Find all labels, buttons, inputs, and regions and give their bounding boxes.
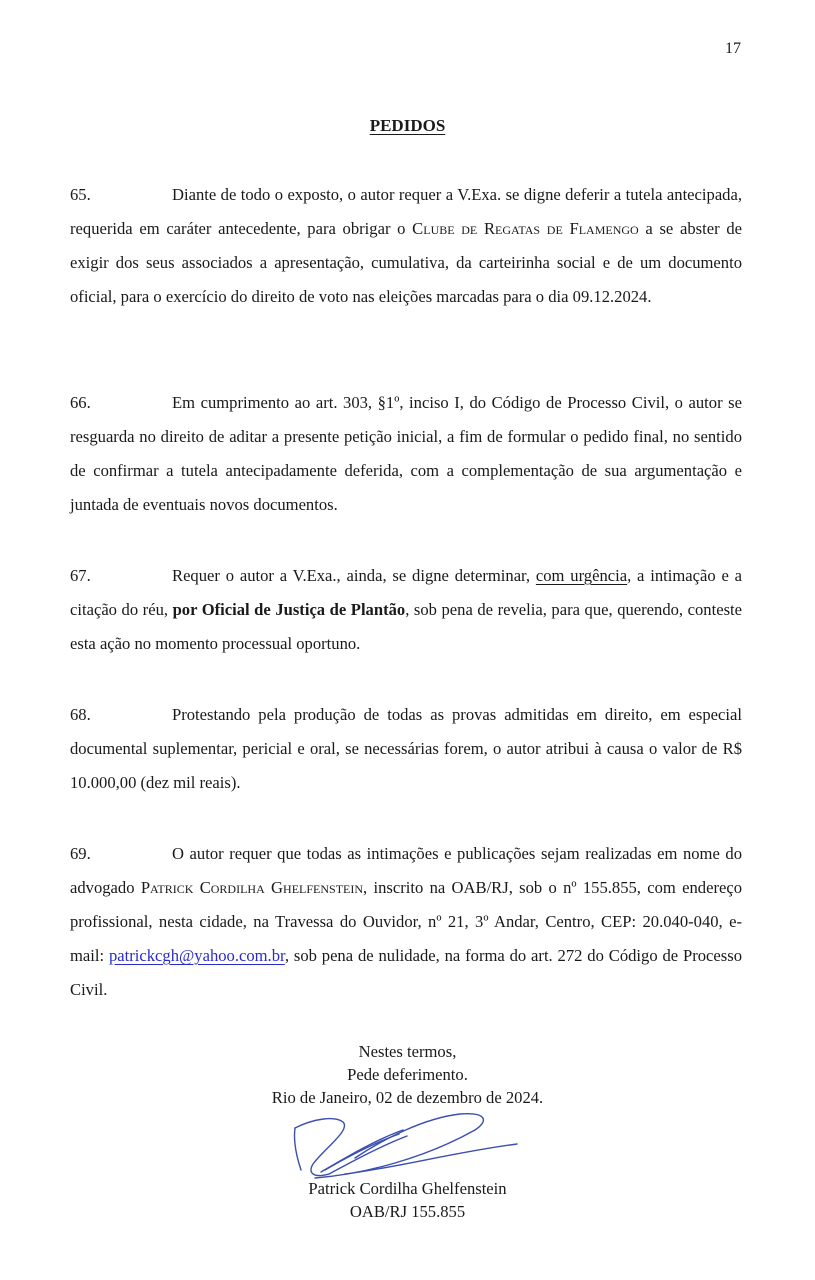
paragraph-number: 69. [70, 844, 91, 863]
paragraph-text: O autor requer que todas as intimações e publicações sejam realizadas em nome do advogado [70, 844, 742, 897]
paragraph-65 [70, 178, 742, 314]
paragraph-67 [70, 559, 742, 661]
closing-line: Pede deferimento. [347, 1065, 468, 1084]
signature-image [285, 1108, 525, 1184]
underlined-text: com urgência [535, 566, 628, 585]
paragraph-68 [70, 698, 742, 800]
paragraph-number: 67. [70, 566, 91, 585]
party-name: Clube de Regatas de Flamengo [412, 219, 639, 238]
paragraph-text: , sob pena de nulidade, na forma do art. 272 do Código de Processo Civil. [70, 946, 742, 999]
paragraph-66 [70, 386, 742, 522]
paragraph-text: Requer o autor a V.Exa., ainda, se digne determinar, [172, 566, 536, 585]
email-link[interactable]: patrickcgh@yahoo.com.br [108, 946, 285, 965]
paragraph-text: Protestando pela produção de todas as provas admitidas em direito, em especial documental suplementar, pericial e oral, se necessárias forem, o autor atribui à causa o valor de R$ 10.000,00 (dez mil reais). [70, 705, 742, 792]
paragraph-text: , sob pena de revelia, para que, querendo, conteste esta ação no momento processual oportuno. [70, 600, 742, 653]
paragraph-text: Em cumprimento ao art. 303, §1º, inciso I, do Código de Processo Civil, o autor se resguarda no direito de aditar a presente petição inicial, a fim de formular o pedido final, no sentido de confirmar a tutela antecipadamente deferida, com a complementação de sua argumentação e juntada de eventuais novos documentos. [70, 393, 742, 514]
place-date: Rio de Janeiro, 02 de dezembro de 2024. [271, 1088, 544, 1107]
signatory-name: Patrick Cordilha Ghelfenstein [308, 1179, 507, 1198]
signatory-registration: OAB/RJ 155.855 [349, 1202, 466, 1221]
paragraph-text: , a intimação e a citação do réu, [70, 566, 743, 619]
bold-text: por Oficial de Justiça de Plantão [172, 600, 406, 619]
signatory-block [0, 1177, 815, 1223]
paragraph-number: 68. [70, 705, 91, 724]
page-number: 17 [725, 40, 741, 57]
section-title: PEDIDOS [369, 116, 446, 135]
paragraph-text: Diante de todo o exposto, o autor requer a V.Exa. se digne deferir a tutela antecipada, requerida em caráter antecedente, para obrigar o [70, 185, 742, 238]
closing-line: Nestes termos, [358, 1042, 457, 1061]
paragraph-69 [70, 837, 742, 1007]
paragraph-text: , inscrito na OAB/RJ, sob o nº 155.855, com endereço profissional, nesta cidade, na Travessa do Ouvidor, nº 21, 3º Andar, Centro, CEP: 20.040-040, e-mail: [70, 878, 742, 965]
paragraph-text: a se abster de exigir dos seus associados a apresentação, cumulativa, da carteirinha social e de um documento oficial, para o exercício do direito de voto nas eleições marcadas para o dia 09.12.2024. [70, 219, 742, 306]
closing-block [0, 1040, 815, 1109]
paragraph-number: 65. [70, 185, 91, 204]
paragraph-number: 66. [70, 393, 91, 412]
lawyer-name: Patrick Cordilha Ghelfenstein [140, 878, 364, 897]
